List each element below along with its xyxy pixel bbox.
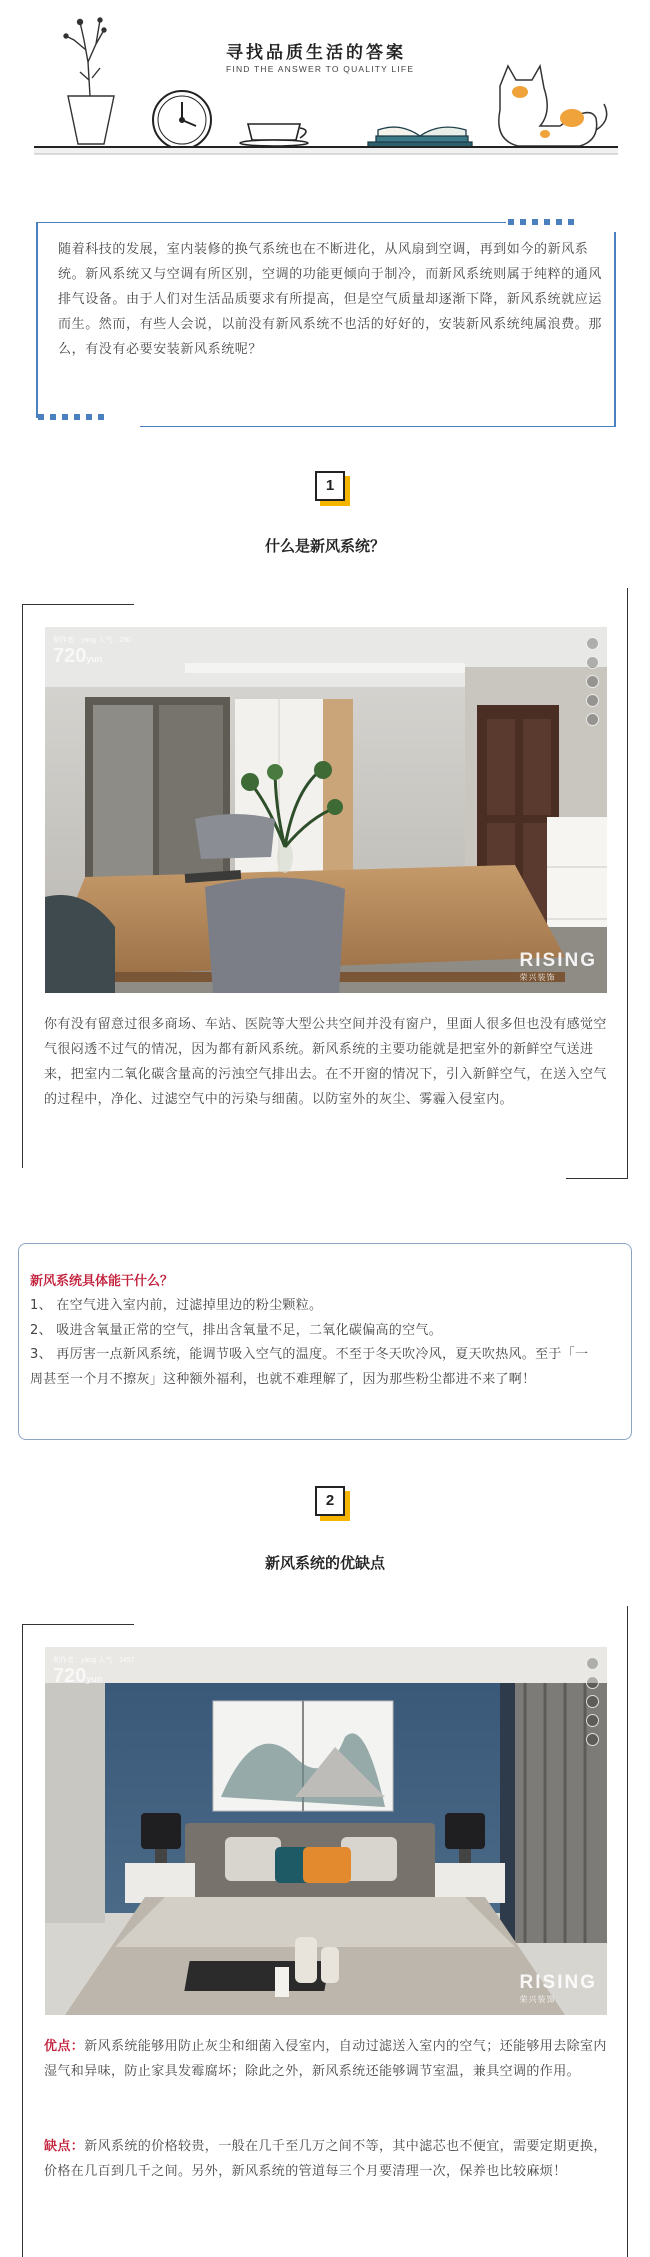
comment-icon[interactable] — [586, 694, 599, 707]
section2-number: 2 — [315, 1486, 345, 1516]
header-title: 寻找品质生活的答案 — [226, 43, 406, 63]
info-icon[interactable] — [586, 1657, 599, 1670]
photo1-side-toolbar — [586, 637, 599, 726]
cons-label: 缺点： — [44, 2139, 85, 2154]
section1-paragraph: 你有没有留意过很多商场、车站、医院等大型公共空间并没有窗户，里面人很多但也没有感觉空气很闷透不过气的情况，因为都有新风系统。新风系统的主要功能就是把室外的新鲜空气送进来，把室内二氧化碳含量高的污浊空气排出去。在不开窗的情况下，引入新鲜空气，在送入空气的过程中，净化、过滤空气中的污染与细菌。以防室外的灰尘、雾霾入侵室内。 — [44, 1017, 607, 1107]
dining-room-image — [45, 627, 607, 993]
intro-frame-left — [36, 222, 38, 418]
section2-title: 新风系统的优缺点 — [264, 1554, 385, 1572]
brand-subname: 荣兴装饰 — [519, 973, 556, 982]
cup-icon — [240, 124, 308, 146]
section2-cons — [44, 2134, 610, 2184]
photo1-author-tag: 制作者：yang 人气：290 — [53, 637, 131, 644]
section1-title: 什么是新风系统？ — [264, 537, 385, 555]
cons-text: 新风系统的价格较贵，一般在几千至几万之间不等，其中滤芯也不便宜，需要定期更换，价格在几百到几千之间。另外，新风系统的管道每三个月要清理一次，保养也比较麻烦！ — [44, 2139, 607, 2179]
decor-dots-top — [508, 219, 574, 225]
card1-right-line — [627, 588, 628, 1178]
shelf-illustration — [0, 0, 650, 170]
intro-paragraph: 随着科技的发展，室内装修的换气系统也在不断进化，从风扇到空调，再到如今的新风系统。新风系统又与空调有所区别，空调的功能更倾向于制冷，而新风系统则属于纯粹的通风排气设备。由于人们对生活品质要求有所提高，但是空气质量却逐渐下降，新风系统就应运而生。然而，有些人会说，以前没有新风系统不也活的好好的，安装新风系统纯属浪费。那么，有没有必要安装新风系统呢？ — [58, 242, 603, 357]
photo2-author-tag: 制作者：yang 人气：1457 — [53, 1657, 135, 1664]
photo2-720-text: 720 — [53, 1665, 87, 1687]
decor-dots-bottom — [38, 414, 104, 420]
like-icon[interactable] — [586, 1676, 599, 1689]
info-icon[interactable] — [586, 637, 599, 650]
pros-text: 新风系统能够用防止灰尘和细菌入侵室内，自动过滤送入室内的空气；还能够用去除室内湿气和异味，防止家具发霉腐坏；除此之外，新风系统还能够调节室温，兼具空调的作用。 — [44, 2039, 607, 2079]
photo1-brand-watermark — [520, 950, 597, 983]
more-icon[interactable] — [586, 1733, 599, 1746]
photo1-720-logo — [53, 645, 102, 668]
section2-photo — [45, 1647, 607, 2015]
bedroom-image — [45, 1647, 607, 2015]
brand-subname: 荣兴装饰 — [519, 1995, 556, 2004]
card1-left-line — [22, 604, 23, 1168]
section1-photo — [45, 627, 607, 993]
photo1-720-text: 720 — [53, 645, 87, 667]
section1-number: 1 — [315, 471, 345, 501]
header-subtitle: FIND THE ANSWER TO QUALITY LIFE — [226, 64, 415, 74]
card2-top-line — [22, 1624, 134, 1625]
brand-name: RISING — [519, 950, 597, 971]
brand-name: RISING — [519, 1972, 597, 1993]
question-item-3: 3、 再厉害一点新风系统，能调节吸入空气的温度。不至于冬天吹冷风，夏天吹热风。至于「一周甚至一个月不擦灰」这种额外福利，也就不难理解了，因为那些粉尘都进不来了啊！ — [30, 1347, 589, 1387]
photo2-720-logo — [53, 1665, 102, 1688]
photo1-720-sub: yun — [86, 654, 103, 664]
share-icon[interactable] — [586, 675, 599, 688]
like-icon[interactable] — [586, 656, 599, 669]
question-item-1: 1、 在空气进入室内前，过滤掉里边的粉尘颗粒。 — [30, 1298, 323, 1313]
question-list — [30, 1294, 600, 1392]
comment-icon[interactable] — [586, 1714, 599, 1727]
card2-right-line — [627, 1606, 628, 2257]
books-icon — [368, 127, 472, 148]
cat-icon — [499, 66, 607, 146]
header-illustration — [0, 0, 650, 170]
plant-vase-icon — [64, 18, 114, 144]
intro-frame-top — [36, 222, 506, 223]
card1-top-line — [22, 604, 134, 605]
card1-bottom-line — [566, 1178, 628, 1179]
clock-icon — [153, 91, 211, 149]
question-title: 新风系统具体能干什么？ — [30, 1274, 174, 1289]
photo2-side-toolbar — [586, 1657, 599, 1746]
intro-frame-bottom — [140, 426, 616, 427]
card2-left-line — [22, 1624, 23, 2257]
section2-pros — [44, 2034, 610, 2084]
intro-frame-right — [614, 232, 616, 427]
photo2-brand-watermark — [520, 1972, 597, 2005]
share-icon[interactable] — [586, 1695, 599, 1708]
more-icon[interactable] — [586, 713, 599, 726]
pros-label: 优点： — [44, 2039, 85, 2054]
photo2-720-sub: yun — [86, 1674, 103, 1684]
question-item-2: 2、 吸进含氧量正常的空气，排出含氧量不足，二氧化碳偏高的空气。 — [30, 1322, 443, 1338]
